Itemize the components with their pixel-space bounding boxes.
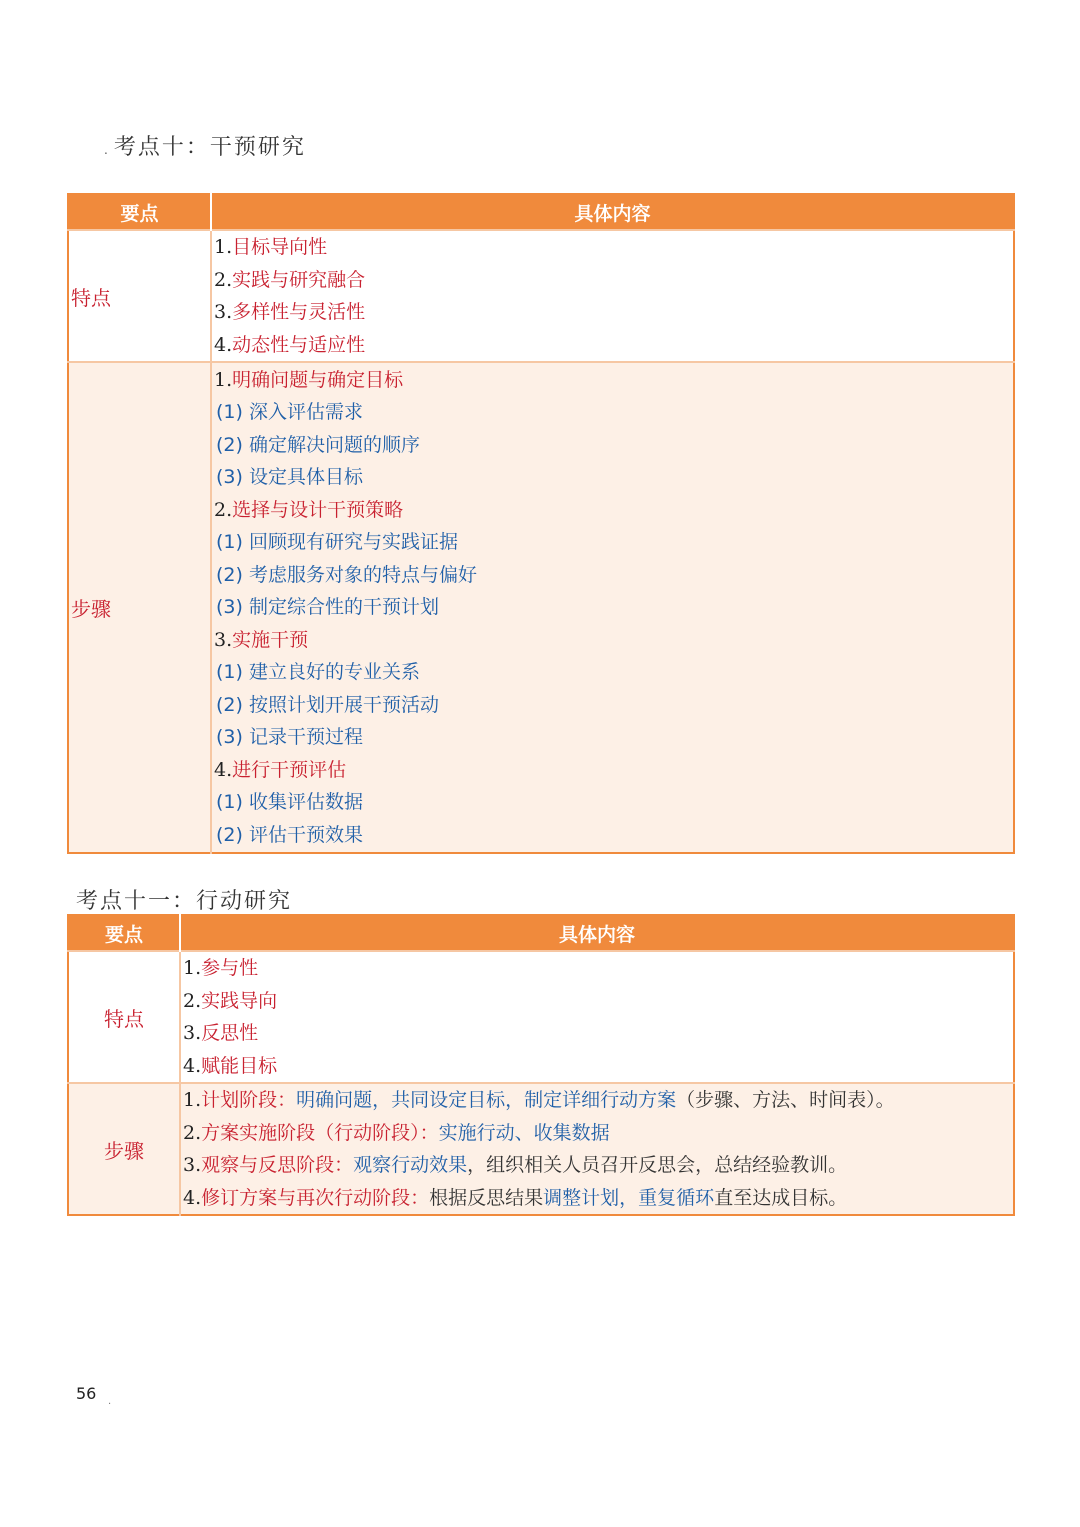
header-content: 具体内容 <box>180 915 1014 951</box>
list-item: 1.目标导向性 <box>214 236 328 258</box>
steps-label: 步骤 <box>68 362 211 853</box>
intervention-research-table <box>67 193 1015 854</box>
table-header-row <box>68 194 1014 230</box>
step-heading: 3.实施干预 <box>214 628 309 651</box>
list-item: 3.反思性 <box>183 1022 259 1044</box>
list-item: 2.实践与研究融合 <box>214 268 366 291</box>
list-item: 3.多样性与灵活性 <box>214 301 366 323</box>
list-item: 1.参与性 <box>183 957 259 979</box>
header-content: 具体内容 <box>211 194 1014 230</box>
header-key-point: 要点 <box>68 915 180 951</box>
section10-title-text: 考点十：干预研究 <box>113 135 306 160</box>
sub-step: (1) 深入评估需求 <box>216 401 363 424</box>
sub-step: (1) 建立良好的专业关系 <box>216 661 420 684</box>
features-label: 特点 <box>68 951 180 1083</box>
sub-step: (3) 制定综合性的干预计划 <box>216 596 439 619</box>
steps-label: 步骤 <box>68 1083 180 1215</box>
sub-step: (2) 评估干预效果 <box>216 823 363 846</box>
features-label: 特点 <box>68 230 211 362</box>
steps-content <box>211 362 1014 853</box>
steps-row <box>68 1083 1014 1215</box>
list-item: 2.方案实施阶段（行动阶段）：实施行动、收集数据 <box>183 1121 610 1144</box>
page-dot: . <box>108 1396 112 1407</box>
step-heading: 2.选择与设计干预策略 <box>214 498 404 521</box>
features-content <box>180 951 1014 1083</box>
table-header-row <box>68 915 1014 951</box>
title-dot: . <box>104 143 110 157</box>
page-number: 56 <box>76 1384 97 1403</box>
list-item: 4.动态性与适应性 <box>214 333 366 356</box>
features-row <box>68 951 1014 1083</box>
list-item: 3.观察与反思阶段：观察行动效果，组织相关人员召开反思会，总结经验教训。 <box>183 1154 848 1176</box>
list-item: 4.赋能目标 <box>183 1054 278 1077</box>
step-heading: 1.明确问题与确定目标 <box>214 368 404 391</box>
sub-step: (2) 按照计划开展干预活动 <box>216 693 439 716</box>
steps-row <box>68 362 1014 853</box>
list-item: 4.修订方案与再次行动阶段：根据反思结果调整计划，重复循环直至达成目标。 <box>183 1186 848 1209</box>
step-heading: 4.进行干预评估 <box>214 758 347 781</box>
features-content <box>211 230 1014 362</box>
sub-step: (2) 考虑服务对象的特点与偏好 <box>216 563 477 586</box>
features-row <box>68 230 1014 362</box>
section10-title <box>104 130 306 161</box>
sub-step: (1) 收集评估数据 <box>216 791 363 814</box>
sub-step: (1) 回顾现有研究与实践证据 <box>216 531 458 554</box>
steps-content <box>180 1083 1014 1215</box>
sub-step: (3) 记录干预过程 <box>216 726 363 749</box>
header-key-point: 要点 <box>68 194 211 230</box>
sub-step: (3) 设定具体目标 <box>216 466 363 489</box>
action-research-table <box>67 914 1015 1216</box>
list-item: 2.实践导向 <box>183 989 278 1012</box>
sub-step: (2) 确定解决问题的顺序 <box>216 433 420 456</box>
section11-title: 考点十一：行动研究 <box>76 889 293 914</box>
list-item: 1.计划阶段：明确问题，共同设定目标，制定详细行动方案（步骤、方法、时间表）。 <box>183 1089 895 1111</box>
